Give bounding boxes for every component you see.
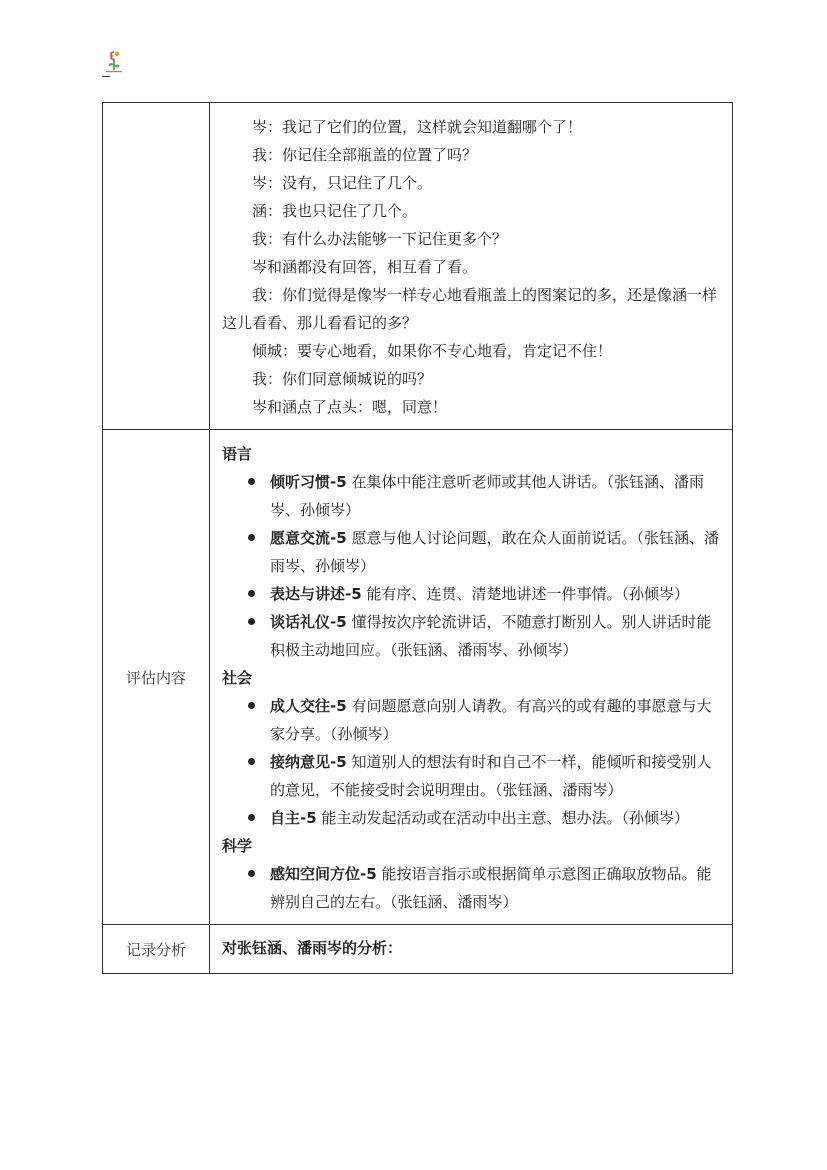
- category-title: 语言: [222, 445, 253, 463]
- dialogue-line: 我：你们同意倾城说的吗？: [252, 370, 433, 388]
- dialogue-line: 岑：我记了它们的位置，这样就会知道翻哪个了！: [252, 118, 583, 136]
- indicator-item: [222, 748, 720, 804]
- analysis-cell: [210, 925, 733, 974]
- assessment-list: [222, 430, 720, 924]
- indicator-keyword: 倾听习惯-5: [270, 473, 347, 491]
- indicator-item: [222, 468, 720, 524]
- bullet-icon: [248, 702, 255, 709]
- indicator-list: [222, 692, 720, 832]
- indicator-item: [222, 860, 720, 916]
- indicator-keyword: 谈话礼仪-5: [270, 613, 347, 631]
- indicator-item: [222, 580, 720, 608]
- indicator-description: 能主动发起活动或在活动中出主意、想办法。（孙倾岑）: [316, 809, 689, 827]
- bullet-icon: [248, 590, 255, 597]
- assessment-cell: [210, 430, 733, 925]
- dialogue-label-cell: [103, 103, 210, 430]
- dialogue-line: 涵：我也只记住了几个。: [252, 202, 418, 220]
- indicator-item: [222, 804, 720, 832]
- bullet-icon: [248, 618, 255, 625]
- dialogue-line: 我：有什么办法能够一下记住更多个？: [252, 230, 508, 248]
- header-rule: [102, 76, 110, 77]
- analysis-row: [103, 925, 733, 974]
- category-title: 科学: [222, 837, 253, 855]
- dialogue-transcript: [222, 103, 720, 429]
- indicator-description: 能有序、连贯、清楚地讲述一件事情。（孙倾岑）: [361, 585, 689, 603]
- assessment-row: [103, 430, 733, 925]
- observation-record-table: [102, 102, 733, 974]
- indicator-item: [222, 524, 720, 580]
- kindergarten-logo-icon: [102, 48, 126, 76]
- indicator-description: 愿意与他人讨论问题，敢在众人面前说话。（张钰涵、潘雨岑、孙倾岑）: [270, 529, 719, 575]
- dialogue-row: [103, 103, 733, 430]
- analysis-label: 记录分析: [103, 925, 210, 974]
- assessment-label: 评估内容: [103, 430, 210, 925]
- indicator-description: 懂得按次序轮流讲话，不随意打断别人。别人讲话时能积极主动地回应。（张钰涵、潘雨岑、孙倾岑）: [270, 613, 712, 659]
- dialogue-line: 岑和涵都没有回答，相互看了看。: [252, 258, 478, 276]
- dialogue-line: 岑：没有，只记住了几个。: [252, 174, 433, 192]
- indicator-description: 能按语言指示或根据简单示意图正确取放物品。能辨别自己的左右。（张钰涵、潘雨岑）: [270, 865, 712, 911]
- indicator-item: [222, 692, 720, 748]
- dialogue-line: 我：你们觉得是像岑一样专心地看瓶盖上的图案记的多，还是像涵一样这儿看看、那儿看看记的多？: [222, 286, 718, 332]
- indicator-keyword: 接纳意见-5: [270, 753, 347, 771]
- indicator-list: [222, 468, 720, 664]
- indicator-keyword: 自主-5: [270, 809, 317, 827]
- bullet-icon: [248, 814, 255, 821]
- category-title: 社会: [222, 669, 253, 687]
- analysis-heading: 对张钰涵、潘雨岑的分析：: [222, 939, 403, 957]
- bullet-icon: [248, 478, 255, 485]
- bullet-icon: [248, 758, 255, 765]
- indicator-description: 有问题愿意向别人请教。有高兴的或有趣的事愿意与大家分享。（孙倾岑）: [270, 697, 712, 743]
- indicator-description: 知道别人的想法有时和自己不一样，能倾听和接受别人的意见，不能接受时会说明理由。（张钰涵、潘雨岑）: [270, 753, 712, 799]
- dialogue-line: 我：你记住全部瓶盖的位置了吗？: [252, 146, 478, 164]
- bullet-icon: [248, 534, 255, 541]
- indicator-description: 在集体中能注意听老师或其他人讲话。（张钰涵、潘雨岑、孙倾岑）: [270, 473, 704, 519]
- dialogue-line: 倾城：要专心地看，如果你不专心地看，肯定记不住！: [252, 342, 613, 360]
- dialogue-cell: [210, 103, 733, 430]
- indicator-list: [222, 860, 720, 916]
- indicator-keyword: 成人交往-5: [270, 697, 347, 715]
- indicator-keyword: 表达与讲述-5: [270, 585, 362, 603]
- indicator-item: [222, 608, 720, 664]
- bullet-icon: [248, 870, 255, 877]
- indicator-keyword: 愿意交流-5: [270, 529, 347, 547]
- indicator-keyword: 感知空间方位-5: [270, 865, 377, 883]
- dialogue-line: 岑和涵点了点头：嗯，同意！: [252, 398, 448, 416]
